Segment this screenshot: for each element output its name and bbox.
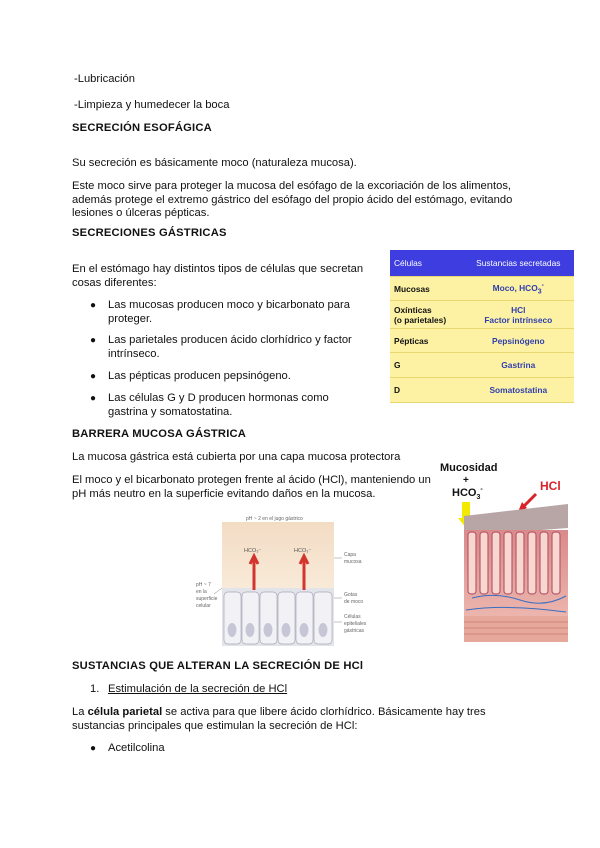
gastricas-bullet-4: Las células G y D producen hormonas como gastrina y somatostatina.	[108, 392, 329, 418]
table-cell-type: G	[390, 353, 463, 378]
table-row	[390, 378, 574, 403]
hcl-label: HCl	[540, 479, 561, 493]
table-cell-secretion	[463, 277, 574, 301]
list-number-1: 1.	[90, 683, 100, 695]
hco3-label-2: HCO₃⁻	[294, 548, 312, 554]
secretion-table	[390, 250, 574, 403]
bullet-dot: ●	[90, 393, 97, 404]
table-row	[390, 329, 574, 353]
table-row	[390, 353, 574, 378]
bullet-dot: ●	[90, 371, 97, 382]
gastricas-bullet-3: Las pépticas producen pepsinógeno.	[108, 370, 291, 382]
table-cell-secretion: Gastrina	[463, 353, 574, 378]
ph-gastric-label: pH ~ 2 en el jugo gástrico	[246, 516, 303, 522]
table-cell-secretion: Somatostatina	[463, 378, 574, 403]
table-header-cells: Células	[390, 250, 463, 277]
gastricas-bullet-2: Las parietales producen ácido clorhídrico y factor intrínseco.	[108, 334, 352, 360]
heading-secreciones-gastricas: SECRECIONES GÁSTRICAS	[72, 227, 227, 239]
table-header-row	[390, 250, 574, 277]
cell-type-sub: (o parietales)	[394, 314, 447, 325]
heading-sustancias: SUSTANCIAS QUE ALTERAN LA SECRECIÓN DE HCl	[72, 660, 364, 672]
secretion-text: HCl	[511, 304, 526, 315]
capa-label: Capa	[344, 552, 356, 558]
table-cell-type: Pépticas	[390, 329, 463, 353]
gastricas-bullet-1: Las mucosas producen moco y bicarbonato para proteger.	[108, 299, 350, 325]
gotas-label: Gotas	[344, 592, 358, 598]
secretion-superscript: -	[541, 281, 544, 289]
table-cell-secretion	[463, 301, 574, 329]
barrera-paragraph-1: La mucosa gástrica está cubierta por una capa mucosa protectora	[72, 451, 401, 463]
table-row	[390, 277, 574, 301]
secretion-subscript: 3	[537, 288, 542, 296]
table-cell-type	[390, 301, 463, 329]
table-cell-secretion: Pepsinógeno	[463, 329, 574, 353]
stomach-wall-figure	[436, 458, 582, 650]
de-moco-label: de moco	[344, 599, 364, 605]
secretion-text-2: Factor intrínseco	[484, 314, 553, 325]
mucus-layer	[222, 522, 334, 588]
epiteliales-label: epiteliales	[344, 621, 367, 627]
estimulacion-text: Estimulación de la secreción de HCl	[108, 683, 288, 695]
paragraph-rest: se activa para que libere ácido clorhídrico. Básicamente hay tres sustancias principales que estimulan la secreción de HCl:	[72, 706, 486, 732]
mucosa-barrier-figure	[196, 512, 376, 646]
muscle-layer	[464, 616, 568, 642]
en-la-label: en la	[196, 589, 207, 595]
hco3-label-1: HCO₃⁻	[244, 548, 262, 554]
line-lubricacion: -Lubricación	[74, 73, 135, 85]
table-header-substances: Sustancias secretadas	[463, 250, 574, 277]
line-limpieza: -Limpieza y humedecer la boca	[74, 99, 230, 111]
mucosa-label: mucosa	[344, 559, 362, 565]
bullet-acetilcolina: Acetilcolina	[108, 742, 165, 754]
celular-label: celular	[196, 603, 211, 609]
bullet-dot: ●	[90, 300, 97, 311]
celulas-label: Células	[344, 614, 361, 620]
secretion-text: Moco, HCO	[492, 282, 538, 293]
table-cell-type: Mucosas	[390, 277, 463, 301]
barrera-paragraph-2: El moco y el bicarbonato protegen frente al ácido (HCl), manteniendo un pH más neutro en la superficie evitando daños en la mucosa.	[72, 474, 431, 500]
estimulacion-heading	[108, 683, 287, 697]
heading-secrecion-esofagica: SECRECIÓN ESOFÁGICA	[72, 122, 212, 134]
bullet-dot: ●	[90, 335, 97, 346]
esofagica-paragraph-1: Su secreción es básicamente moco (naturaleza mucosa).	[72, 157, 357, 169]
ph-surface-label: pH ~ 7	[196, 582, 211, 588]
esofagica-paragraph-2: Este moco sirve para proteger la mucosa del esófago de la excoriación de los alimentos, además protege el extremo gástrico del esófago del propio ácido del estómago, evitando lesiones o úlceras pépticas.	[72, 180, 513, 220]
mucosidad-label: Mucosidad	[440, 462, 498, 474]
heading-barrera-mucosa: BARRERA MUCOSA GÁSTRICA	[72, 428, 247, 440]
cell-type-name: Oxínticas	[394, 304, 432, 315]
sustancias-paragraph	[72, 706, 502, 733]
table-row	[390, 301, 574, 329]
gastricas-intro: En el estómago hay distintos tipos de células que secretan cosas diferentes:	[72, 263, 364, 289]
gastricas-label: gástricas	[344, 628, 365, 634]
plus-label: +	[463, 475, 469, 486]
hco3-label: $HCO_3^-$	[452, 486, 483, 501]
superficie-label: superficie	[196, 596, 218, 602]
celula-parietal-bold: célula parietal	[87, 706, 163, 718]
bullet-dot: ●	[90, 743, 97, 754]
paragraph-prefix: La	[72, 706, 88, 718]
epithelial-cell-row	[224, 592, 332, 644]
table-cell-type: D	[390, 378, 463, 403]
